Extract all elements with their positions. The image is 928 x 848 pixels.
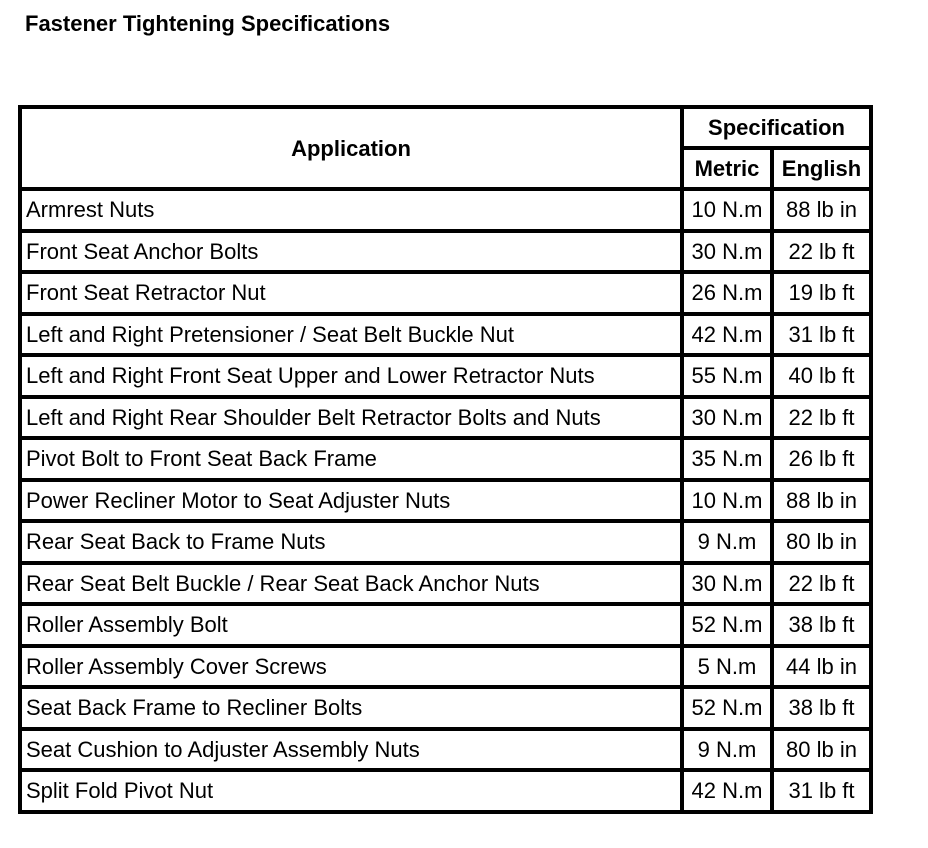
english-value-cell: 44 lb in <box>774 648 873 690</box>
english-value-cell: 22 lb ft <box>774 565 873 607</box>
metric-value-cell: 30 N.m <box>684 233 774 275</box>
table-row <box>22 772 873 814</box>
english-value-cell: 31 lb ft <box>774 772 873 814</box>
english-value-cell: 22 lb ft <box>774 399 873 441</box>
metric-value-cell: 52 N.m <box>684 606 774 648</box>
metric-value-cell: 10 N.m <box>684 191 774 233</box>
english-value-cell: 22 lb ft <box>774 233 873 275</box>
metric-value-cell: 30 N.m <box>684 565 774 607</box>
table-row <box>22 191 873 233</box>
table-row <box>22 316 873 358</box>
english-value-cell: 80 lb in <box>774 731 873 773</box>
application-cell: Armrest Nuts <box>22 191 684 233</box>
table-row <box>22 648 873 690</box>
application-cell: Rear Seat Back to Frame Nuts <box>22 523 684 565</box>
metric-value-cell: 35 N.m <box>684 440 774 482</box>
english-value-cell: 40 lb ft <box>774 357 873 399</box>
page-title: Fastener Tightening Specifications <box>25 11 391 36</box>
english-value-cell: 80 lb in <box>774 523 873 565</box>
table-row <box>22 565 873 607</box>
metric-value-cell: 30 N.m <box>684 399 774 441</box>
english-value-cell: 88 lb in <box>774 191 873 233</box>
table-row <box>22 606 873 648</box>
metric-value-cell: 26 N.m <box>684 274 774 316</box>
column-header-application: Application <box>22 109 684 191</box>
application-cell: Power Recliner Motor to Seat Adjuster Nuts <box>22 482 684 524</box>
column-header-specification: Specification <box>684 109 873 150</box>
metric-value-cell: 5 N.m <box>684 648 774 690</box>
application-cell: Front Seat Retractor Nut <box>22 274 684 316</box>
metric-value-cell: 42 N.m <box>684 772 774 814</box>
application-cell: Split Fold Pivot Nut <box>22 772 684 814</box>
application-cell: Rear Seat Belt Buckle / Rear Seat Back Anchor Nuts <box>22 565 684 607</box>
english-value-cell: 38 lb ft <box>774 606 873 648</box>
application-cell: Roller Assembly Cover Screws <box>22 648 684 690</box>
table-row <box>22 274 873 316</box>
table-row <box>22 523 873 565</box>
english-value-cell: 31 lb ft <box>774 316 873 358</box>
table-row <box>22 440 873 482</box>
english-value-cell: 88 lb in <box>774 482 873 524</box>
application-cell: Left and Right Pretensioner / Seat Belt Buckle Nut <box>22 316 684 358</box>
column-header-english: English <box>774 150 873 191</box>
metric-value-cell: 52 N.m <box>684 689 774 731</box>
application-cell: Left and Right Front Seat Upper and Lower Retractor Nuts <box>22 357 684 399</box>
application-cell: Seat Cushion to Adjuster Assembly Nuts <box>22 731 684 773</box>
specifications-table <box>18 105 873 814</box>
table-row <box>22 399 873 441</box>
column-header-metric: Metric <box>684 150 774 191</box>
application-cell: Left and Right Rear Shoulder Belt Retractor Bolts and Nuts <box>22 399 684 441</box>
english-value-cell: 26 lb ft <box>774 440 873 482</box>
table-row <box>22 357 873 399</box>
metric-value-cell: 9 N.m <box>684 523 774 565</box>
table-row <box>22 233 873 275</box>
table-body <box>22 191 873 814</box>
application-cell: Front Seat Anchor Bolts <box>22 233 684 275</box>
application-cell: Roller Assembly Bolt <box>22 606 684 648</box>
table-row <box>22 482 873 524</box>
table-header <box>22 109 873 191</box>
application-cell: Seat Back Frame to Recliner Bolts <box>22 689 684 731</box>
metric-value-cell: 55 N.m <box>684 357 774 399</box>
metric-value-cell: 9 N.m <box>684 731 774 773</box>
metric-value-cell: 42 N.m <box>684 316 774 358</box>
table-row <box>22 731 873 773</box>
english-value-cell: 38 lb ft <box>774 689 873 731</box>
metric-value-cell: 10 N.m <box>684 482 774 524</box>
english-value-cell: 19 lb ft <box>774 274 873 316</box>
table-row <box>22 689 873 731</box>
application-cell: Pivot Bolt to Front Seat Back Frame <box>22 440 684 482</box>
